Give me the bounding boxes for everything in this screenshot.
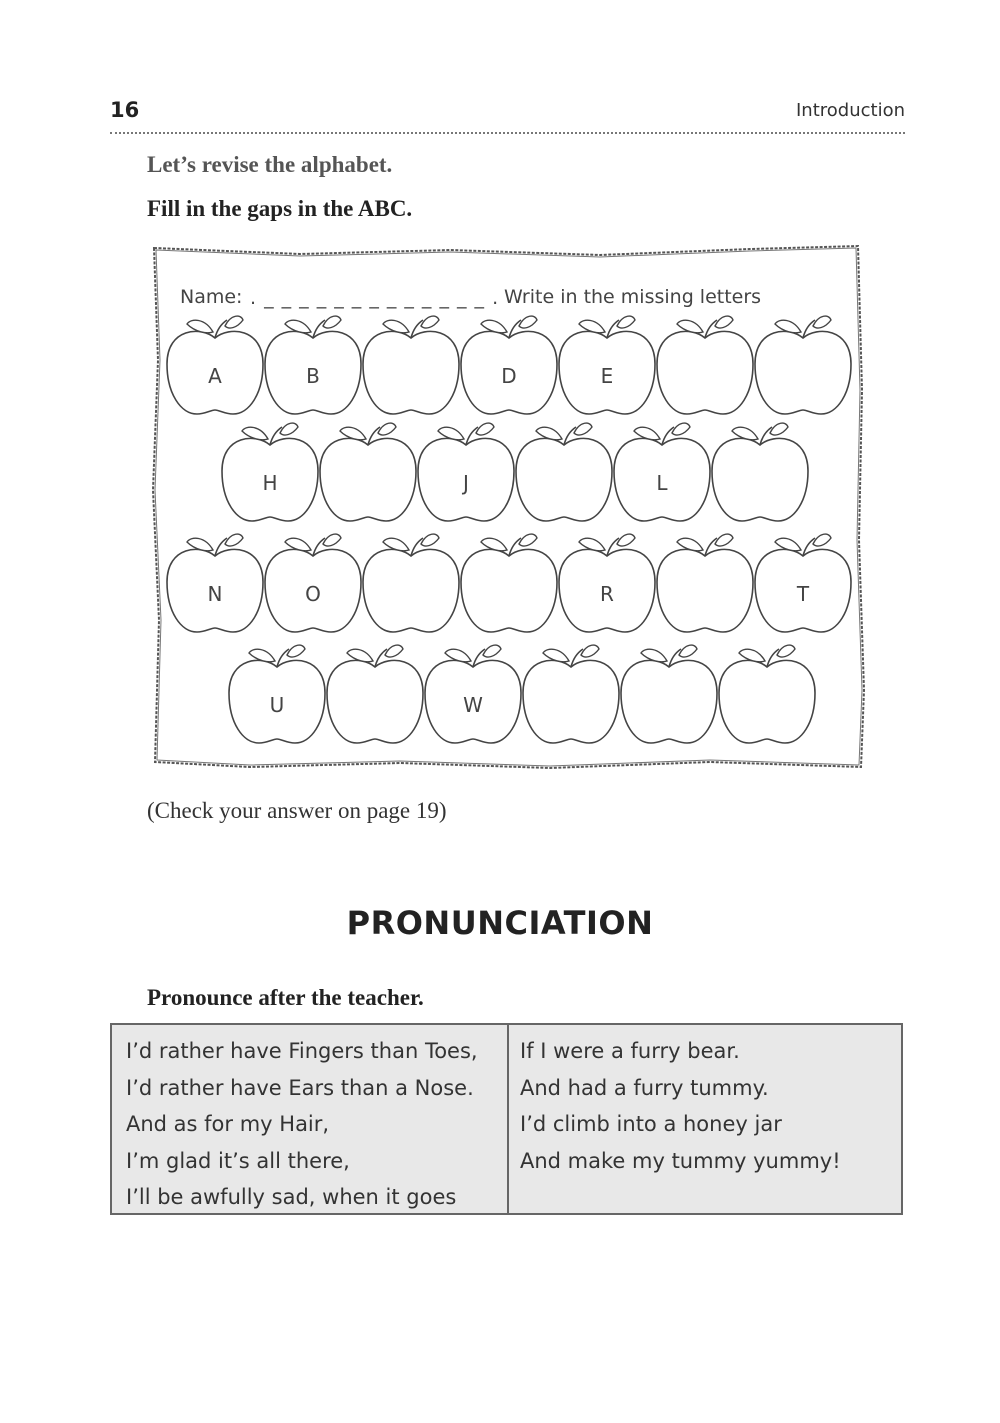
apple-icon <box>461 534 557 632</box>
section-heading: PRONUNCIATION <box>346 904 654 942</box>
apple-letter: E <box>600 364 614 388</box>
apple-letter: U <box>269 693 285 717</box>
poem-table <box>110 1023 903 1215</box>
apple-letter: A <box>208 364 222 388</box>
apple-icon <box>363 316 459 414</box>
page-number: 16 <box>110 98 140 122</box>
apple-icon <box>327 645 423 743</box>
check-answer-note: (Check your answer on page 19) <box>147 798 447 823</box>
apple-icon <box>657 316 753 414</box>
apple-icon <box>657 534 753 632</box>
intro-line-revise: Let’s revise the alphabet. <box>147 152 393 177</box>
intro-line-fill-gaps: Fill in the gaps in the ABC. <box>147 196 413 221</box>
poem-line: And make my tummy yummy! <box>520 1148 841 1173</box>
poem-divider <box>507 1025 509 1213</box>
apple-icon <box>523 645 619 743</box>
poem-right <box>520 1033 841 1179</box>
poem-line: I’d rather have Fingers than Toes, <box>126 1039 478 1063</box>
poem-line: And had a furry tummy. <box>520 1075 769 1100</box>
apple-letter: N <box>207 582 223 606</box>
apple-letter: W <box>463 693 483 717</box>
section-title: Introduction <box>795 100 905 121</box>
apple-icon <box>712 423 808 521</box>
apple-letter: D <box>501 364 517 388</box>
apple-letter: H <box>262 471 278 495</box>
apple-icon <box>516 423 612 521</box>
apple-icon <box>719 645 815 743</box>
apple-letter: R <box>600 582 614 606</box>
poem-line: I’d climb into a honey jar <box>520 1112 782 1136</box>
apple-letter: J <box>463 471 469 495</box>
poem-line: I’ll be awfully sad, when it goes <box>126 1185 457 1209</box>
poem-line: I’m glad it’s all there, <box>126 1148 350 1173</box>
apple-letter: T <box>796 582 810 606</box>
page-header <box>110 98 905 134</box>
apple-icon <box>755 316 851 414</box>
poem-left <box>126 1033 478 1216</box>
poem-line: And as for my Hair, <box>126 1112 330 1136</box>
apple-icon <box>363 534 459 632</box>
apple-letter: O <box>305 582 321 606</box>
name-blank: . _ _ _ _ _ _ _ _ _ _ _ _ _ . <box>250 287 500 309</box>
alphabet-worksheet <box>150 240 866 775</box>
name-label: Name: <box>180 286 243 308</box>
poem-line: I’d rather have Ears than a Nose. <box>126 1075 474 1100</box>
apple-letter: B <box>306 364 320 388</box>
apple-icon <box>320 423 416 521</box>
poem-line: If I were a furry bear. <box>520 1039 740 1063</box>
apple-icon <box>621 645 717 743</box>
worksheet-instruction: Write in the missing letters <box>504 286 762 308</box>
apple-letter: L <box>656 471 668 495</box>
pronounce-instruction: Pronounce after the teacher. <box>147 985 424 1010</box>
